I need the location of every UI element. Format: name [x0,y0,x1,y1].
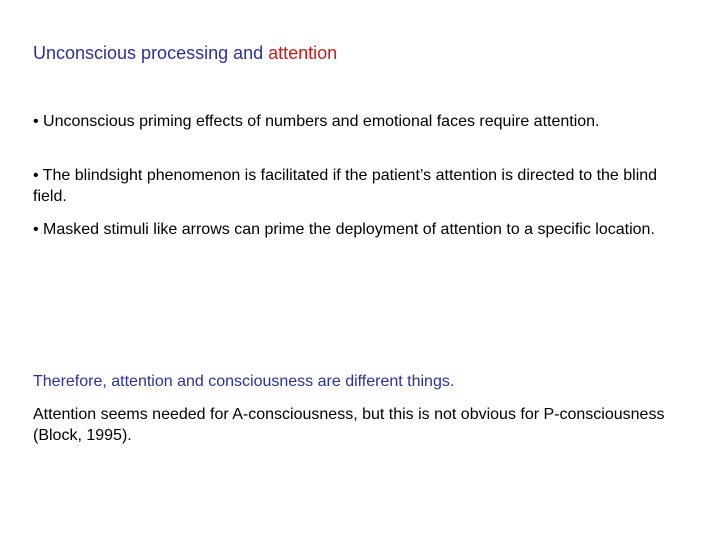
note-text: Attention seems needed for A-consciousness, but this is not obvious for P-consciousness (Block, 1995). [33,406,665,444]
bullet-item: • The blindsight phenomenon is facilitated if the patient’s attention is directed to the blind field. [33,167,658,205]
title-accent-text: attention [268,43,338,63]
conclusion-text: Therefore, attention and consciousness are different things. [33,373,455,390]
bullet-item: • Masked stimuli like arrows can prime the deployment of attention to a specific location. [33,221,655,238]
slide-title [33,42,337,64]
bullet-item: • Unconscious priming effects of numbers and emotional faces require attention. [33,113,600,130]
title-main-text: Unconscious processing and [33,43,269,63]
